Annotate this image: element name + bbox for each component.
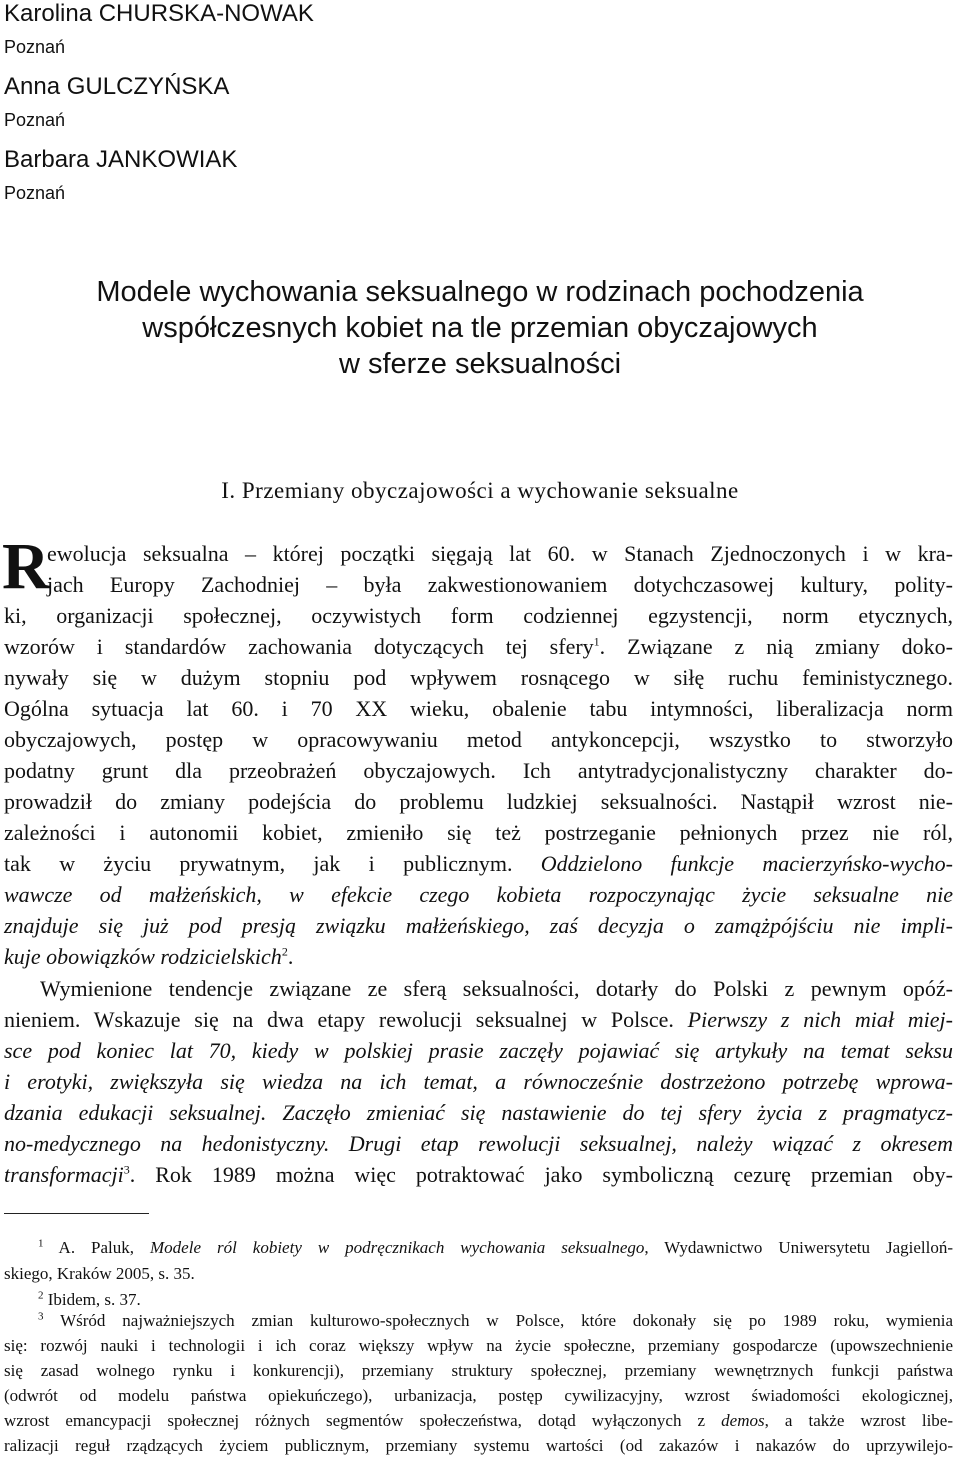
author-name-2: Anna GULCZYŃSKA [4, 73, 230, 100]
body-line [4, 1100, 953, 1126]
body-text: nieniem. Wskazuje się na dwa etapy rewolucji seksualnej w Polsce. [4, 1007, 688, 1032]
footnote-ref-2[interactable]: 2 [281, 944, 288, 959]
author-affiliation-2: Poznań [4, 110, 66, 130]
footnote-3 [38, 1311, 953, 1331]
body-line: obyczajowych, postęp w opracowywaniu metod antykoncepcji, wszystko to stworzyło [4, 727, 953, 752]
body-line: nywały się w dużym stopniu pod wpływem rosnącego w siłę ruchu feministycznego. [4, 665, 953, 690]
footnote-text: Ibidem, s. 37. [47, 1290, 141, 1309]
footnote-text: Wśród najważniejszych zmian kulturowo-społecznych w Polsce, które dokonały się po 1989 roku, wymienia [60, 1311, 953, 1330]
footnote-text: , a także wzrost libe- [764, 1411, 953, 1430]
body-text-italic: dzania edukacji seksualnej. Zaczęło zmieniać się nastawienie do tej sfery życia z pragmatycz- [4, 1100, 953, 1125]
body-text-italic: no-medycznego na hedonistyczny. Drugi etap rewolucji seksualnej, należy wiązać z okresem [4, 1131, 953, 1156]
body-line: ewolucja seksualna – której początki sięgają lat 60. w Stanach Zjednoczonych i w kra- [47, 541, 953, 566]
body-text-italic: znajduje się już pod presją związku małżeńskiego, zaś decyzja o zamążpójściu nie impli- [4, 913, 953, 938]
body-line [4, 851, 953, 877]
body-text: wzorów i standardów zachowania dotyczących tej sfery [4, 634, 594, 659]
body-line: Wymienione tendencje związane ze sferą seksualności, dotarły do Polski z pewnym opóź- [40, 976, 953, 1001]
body-line [4, 634, 953, 660]
body-text-italic: kuje obowiązków rodzicielskich [4, 944, 282, 969]
footnote-line: ralizacji reguł rządzących życiem publicznym, przemiany systemu wartości (od zakazów i nakazów do uprzywilejo- [4, 1436, 953, 1455]
body-line: ki, organizacji społecznej, oczywistych form codziennej egzystencji, norm etycznych, [4, 603, 953, 628]
body-line [4, 1007, 953, 1033]
body-text-italic: sce pod koniec lat 70, kiedy w polskiej prasie zaczęły pojawiać się artykuły na temat seksu [4, 1038, 953, 1063]
author-affiliation-1: Poznań [4, 37, 66, 57]
article-title-line-1: Modele wychowania seksualnego w rodzinach pochodzenia [96, 276, 864, 308]
body-text-italic: wawcze od małżeńskich, w efekcie czego kobieta rozpoczynając życie seksualne nie [4, 882, 953, 907]
body-text: . Związane z nią zmiany doko- [599, 634, 954, 659]
footnote-number: 2 [38, 1289, 44, 1302]
body-line: Ogólna sytuacja lat 60. i 70 XX wieku, obalenie tabu intymności, liberalizacja norm [4, 696, 953, 721]
body-text-italic: Oddzielono funkcje macierzyńsko-wycho- [540, 851, 953, 876]
body-line [4, 1162, 953, 1188]
footnote-ref-3[interactable]: 3 [123, 1162, 130, 1177]
footnote-line [4, 1411, 953, 1431]
body-line [4, 913, 953, 939]
footnote-text: wzrost emancypacji społecznej różnych segmentów społeczeństwa, dotąd wyłączonych z [4, 1411, 722, 1430]
footnote-number: 1 [38, 1237, 44, 1250]
footnote-text-italic: demos [721, 1411, 765, 1430]
body-line [4, 882, 953, 908]
section-heading: I. Przemiany obyczajowości a wychowanie seksualne [221, 478, 739, 503]
article-title-line-2: współczesnych kobiet na tle przemian obyczajowych [142, 312, 818, 344]
body-text-italic: transformacji [4, 1162, 124, 1187]
body-text-italic: i erotyki, zwiększyła się wiedza na ich temat, a równocześnie dostrzeżono potrzebę wprowa- [4, 1069, 953, 1094]
author-name-3: Barbara JANKOWIAK [4, 146, 238, 173]
footnote-1-continued: skiego, Kraków 2005, s. 35. [4, 1264, 195, 1283]
body-line [4, 1038, 953, 1064]
drop-cap: R [2, 530, 50, 603]
body-line: jach Europy Zachodniej – była zakwestionowaniem dotychczasowej kultury, polity- [47, 572, 953, 597]
article-title-line-3: w sferze seksualności [338, 348, 622, 380]
body-line: prowadził do zmiany podejścia do problemu ludzkiej seksualności. Nastąpił wzrost nie- [4, 789, 953, 814]
body-line: podatny grunt dla przeobrażeń obyczajowych. Ich antytradycjonalistyczny charakter do- [4, 758, 953, 783]
footnote-line: się: rozwój nauki i technologii i ich coraz większy wpływ na życie społeczne, przemiany gospodarcze (upowszechnienie [4, 1336, 953, 1355]
footnote-1 [38, 1238, 953, 1258]
footnote-text-italic: Modele ról kobiety w podręcznikach wychowania seksualnego [150, 1238, 645, 1257]
body-line [4, 944, 953, 970]
footnote-line: się zasad wolnego rynku i konkurencji), przemiany struktury społecznej, przemiany wewnętrznych funkcji państwa [4, 1361, 953, 1380]
body-line [4, 1131, 953, 1157]
footnote-line: (odwrót od modelu państwa opiekuńczego), urbanizacja, postęp cywilizacyjny, wzrost świadomości ekologicznej, [4, 1386, 953, 1405]
body-text: tak w życiu prywatnym, jak i publicznym. [4, 851, 541, 876]
body-text: . [287, 944, 294, 969]
author-name-1: Karolina CHURSKA-NOWAK [4, 0, 314, 27]
body-line [4, 1069, 953, 1095]
body-text: . Rok 1989 można więc potraktować jako symboliczną cezurę przemian oby- [129, 1162, 953, 1187]
footnote-text: A. Paluk, [58, 1238, 151, 1257]
footnote-ref-1[interactable]: 1 [593, 634, 600, 649]
body-line: zależności i autonomii kobiet, zmieniło się też postrzeganie pełnionych przez nie ról, [4, 820, 953, 845]
footnote-2 [38, 1290, 953, 1310]
author-affiliation-3: Poznań [4, 183, 66, 203]
footnote-text: , Wydawnictwo Uniwersytetu Jagielloń- [644, 1238, 954, 1257]
footnote-number: 3 [38, 1310, 44, 1323]
body-text-italic: Pierwszy z nich miał miej- [687, 1007, 953, 1032]
footnote-separator [4, 1213, 149, 1214]
